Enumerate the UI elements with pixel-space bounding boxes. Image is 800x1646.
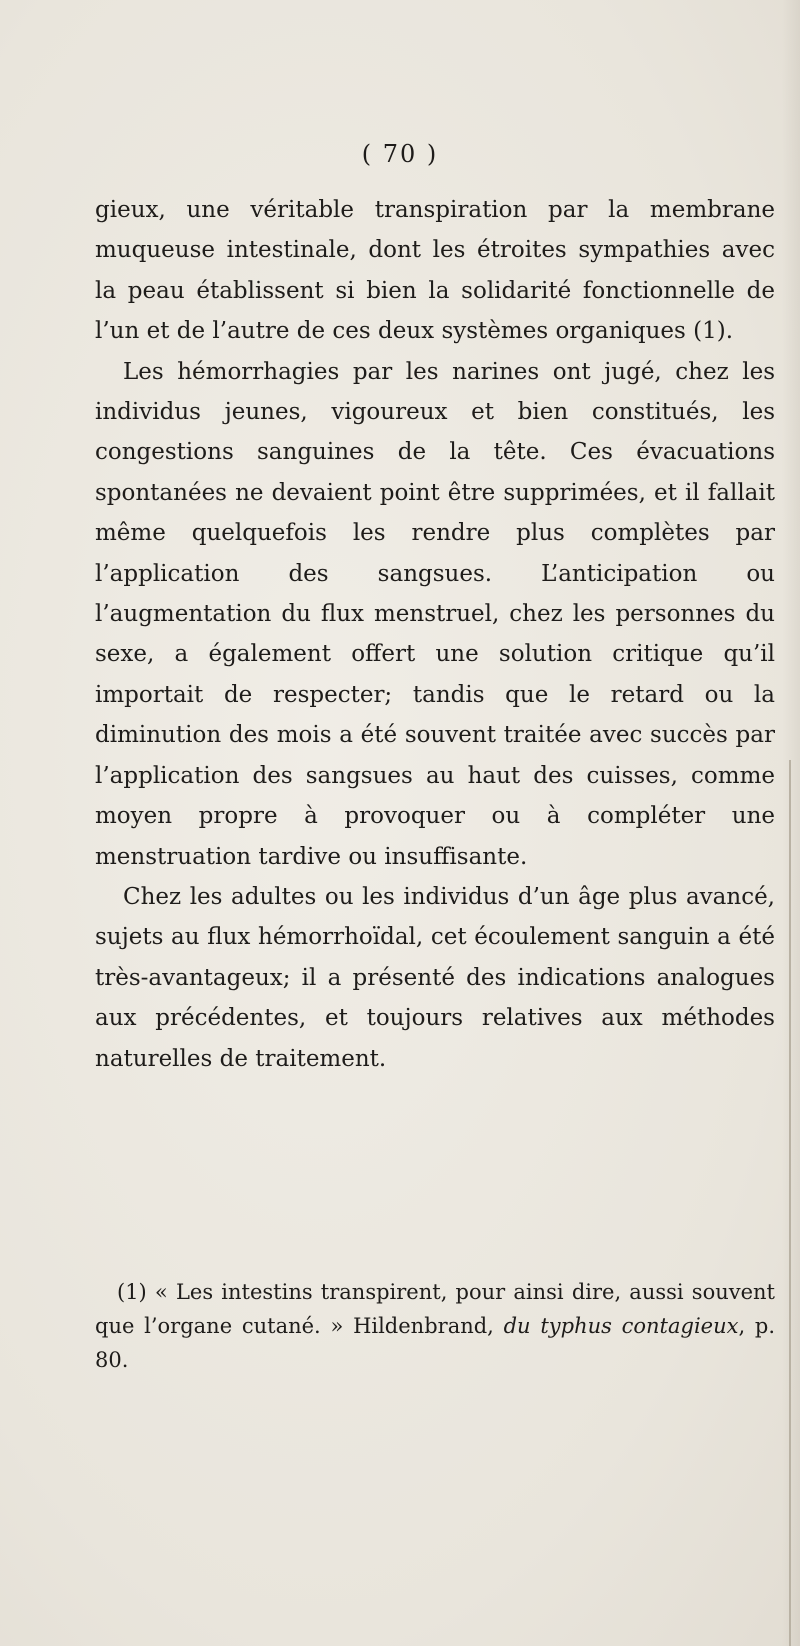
footnote-block (95, 1275, 775, 1377)
footnote-text: (1) « Les intestins transpirent, pour ainsi dire, aussi souvent que l’organe cutané. » Hildenbrand, (95, 1280, 775, 1338)
footnote-reference-title: du typhus contagieux (503, 1314, 739, 1338)
page-number: ( 70 ) (361, 140, 439, 168)
footnote-page: , p. 80. (95, 1314, 776, 1372)
paragraph-continuation: gieux, une véritable transpiration par la membrane muqueuse intestinale, dont les étroites sympathies avec la peau établissent si bien la solidarité fonctionnelle de l’un et de l’autre de ces deux systèmes organiques (1). (95, 197, 775, 345)
footnote-1 (95, 1275, 775, 1377)
paragraph-hemorrhages: Les hémorrhagies par les narines ont jugé, chez les individus jeunes, vigoureux et bien constitués, les congestions sanguines de la tête. Ces évacuations spontanées ne devaient point être supprimées, et il fallait même quelquefois les rendre plus complètes par l’application des sangsues. L’anticipation ou l’augmentation du flux menstruel, chez les personnes du sexe, a également offert une solution critique qu’il importait de respecter; tandis que le retard ou la diminution des mois a été souvent traitée avec succès par l’application des sangsues au haut des cuisses, comme moyen propre à provoquer ou à compléter une menstruation tardive ou insuffisante. (95, 358, 775, 870)
paragraph-adults: Chez les adultes ou les individus d’un âge plus avancé, sujets au flux hémorrhoïdal, cet écoulement sanguin a été très-avantageux; il a présenté des indications analogues aux précédentes, et toujours relatives aux méthodes naturelles de traitement. (95, 883, 775, 1072)
page-edge-line (789, 760, 791, 1646)
main-text (95, 190, 775, 1079)
page-edge-shadow (782, 0, 800, 1646)
